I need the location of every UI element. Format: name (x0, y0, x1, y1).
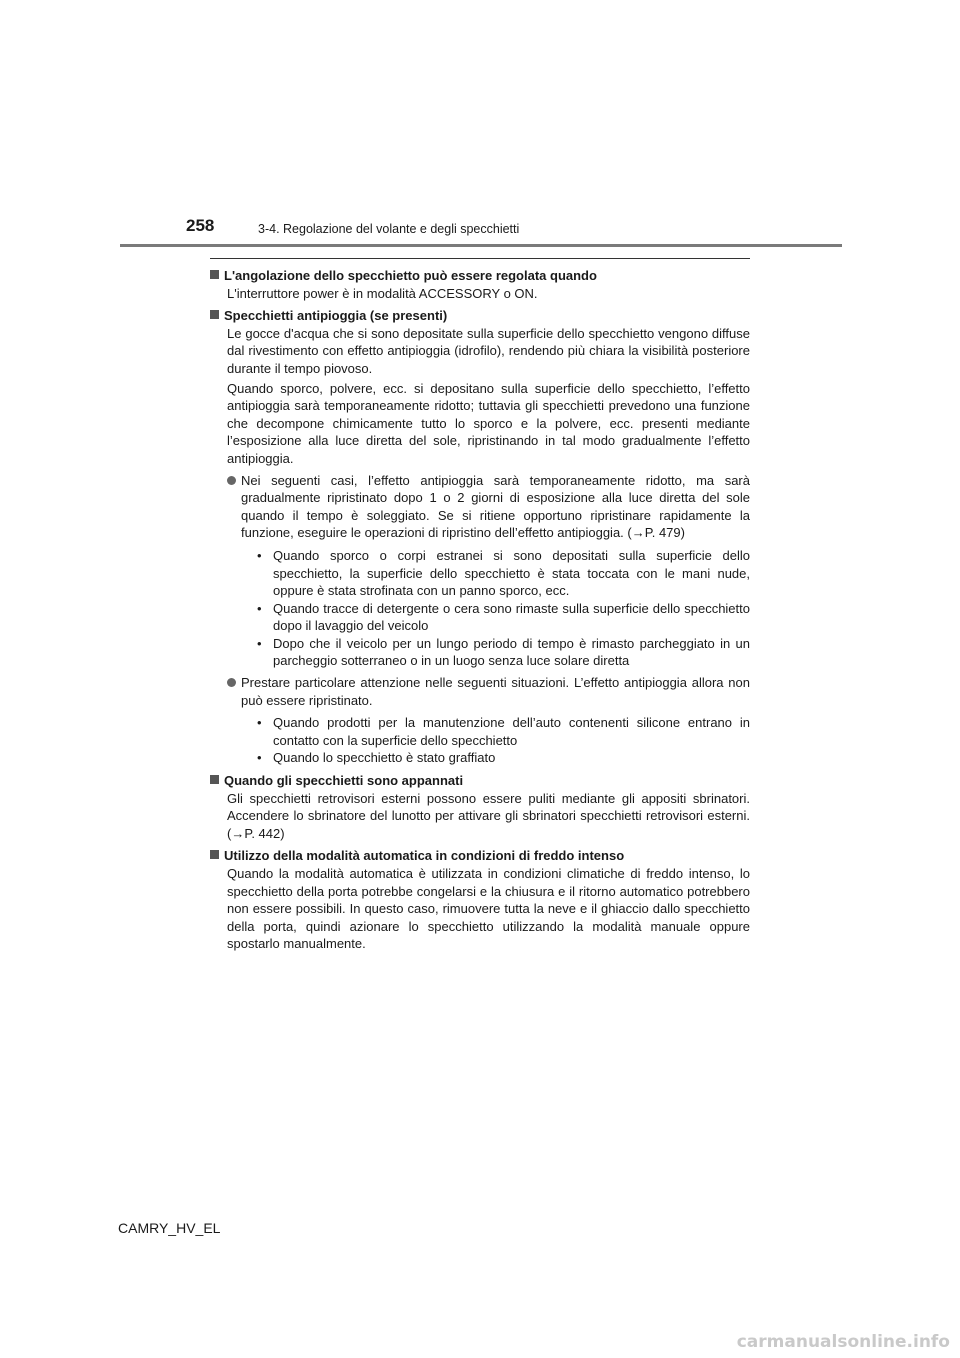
square-bullet-icon (210, 270, 219, 279)
section-body (227, 285, 750, 303)
list-item: • Quando prodotti per la manutenzione dell’auto contenenti silicone entrano in contatto con la superficie dello specchietto (257, 714, 750, 749)
list-item: • Quando tracce di detergente o cera sono rimaste sulla superficie dello specchietto dopo il lavaggio del veicolo (257, 600, 750, 635)
paragraph: Quando la modalità automatica è utilizzata in condizioni climatiche di freddo intenso, lo specchietto della porta potrebbe congelarsi e la chiusura e il ritorno automatico potrebbero non essere possibili. In questo caso, rimuovere tutta la neve e il ghiaccio dallo specchietto della porta, quindi azionare lo specchietto utilizzando la modalità manuale oppure spostarlo manualmente. (227, 866, 750, 952)
list-item: • Dopo che il veicolo per un lungo periodo di tempo è rimasto parcheggiato in un parcheggio sotterraneo o in un luogo senza luce solare diretta (257, 635, 750, 670)
section-heading (210, 307, 750, 325)
section-heading-text: Quando gli specchietti sono appannati (224, 773, 464, 789)
section-heading (210, 267, 750, 285)
paragraph: Gli specchietti retrovisori esterni possono essere puliti mediante gli appositi sbrinatori. Accendere lo sbrinatore del lunotto per attivare gli sbrinatori specchietti retrovisori esterni. (→P. 442) (227, 790, 750, 841)
section-body (227, 790, 750, 843)
square-bullet-icon (210, 775, 219, 784)
section-body (227, 325, 750, 767)
watermark: carmanualsonline.info (736, 1332, 950, 1352)
section-heading-text: Specchietti antipioggia (se presenti) (224, 308, 448, 324)
section-cold-auto-mode (210, 847, 750, 953)
section-mirror-angle (210, 267, 750, 302)
section-heading (210, 847, 750, 865)
circle-bullet-icon (227, 678, 236, 687)
circle-bullet-icon (227, 476, 236, 485)
square-bullet-icon (210, 310, 219, 319)
circle-point-text: Nei seguenti casi, l’effetto antipioggia sarà temporaneamente ridotto, ma sarà gradualmente ripristinato dopo 1 o 2 giorni di esposizione alla luce diretta del sole quando il tempo è soleggiato. Se si ritiene opportuno ripristinare rapidamente la funzione, eseguire le operazioni di ripristino dell’effetto antipioggia. (→P. 479) (241, 472, 750, 541)
section-heading-text: Utilizzo della modalità automatica in condizioni di freddo intenso (224, 848, 625, 864)
bullet-list (257, 714, 750, 767)
footer-code: CAMRY_HV_EL (118, 1220, 221, 1236)
circle-point-text: Prestare particolare attenzione nelle seguenti situazioni. L’effetto antipioggia allora non può essere ripristinato. (241, 675, 750, 708)
header-rule (120, 244, 842, 247)
square-bullet-icon (210, 850, 219, 859)
section-body (227, 865, 750, 953)
list-item: • Quando lo specchietto è stato graffiato (257, 749, 750, 767)
circle-point (227, 472, 750, 542)
section-title: 3-4. Regolazione del volante e degli specchietti (258, 222, 520, 236)
section-rain-mirrors (210, 307, 750, 767)
list-item: • Quando sporco o corpi estranei si sono depositati sulla superficie dello specchietto, la superficie dello specchietto è stata toccata con le mani nude, oppure è stata strofinata con un panno sporco, ecc. (257, 547, 750, 600)
paragraph: Quando sporco, polvere, ecc. si depositano sulla superficie dello specchietto, l’effetto antipioggia sarà temporaneamente ridotto; tuttavia gli specchietti prevedono una funzione che decompone chimicamente tutto lo sporco e la polvere, ecc. presenti mediante l’esposizione alla luce diretta del sole, ripristinando in tal modo gradualmente l’effetto antipioggia. (227, 380, 750, 466)
section-heading-text: L'angolazione dello specchietto può essere regolata quando (224, 268, 597, 283)
section-heading (210, 772, 750, 790)
bullet-list (257, 547, 750, 670)
section-fogged-mirrors (210, 772, 750, 842)
paragraph: L'interruttore power è in modalità ACCESSORY o ON. (227, 285, 538, 301)
paragraph: Le gocce d'acqua che si sono depositate sulla superficie dello specchietto vengono diffuse dal rivestimento con effetto antipioggia (idrofilo), rendendo più chiara la visibilità posteriore durante il tempo piovoso. (227, 325, 750, 376)
content-area (210, 258, 750, 958)
page-number: 258 (186, 216, 215, 235)
circle-point (227, 674, 750, 709)
